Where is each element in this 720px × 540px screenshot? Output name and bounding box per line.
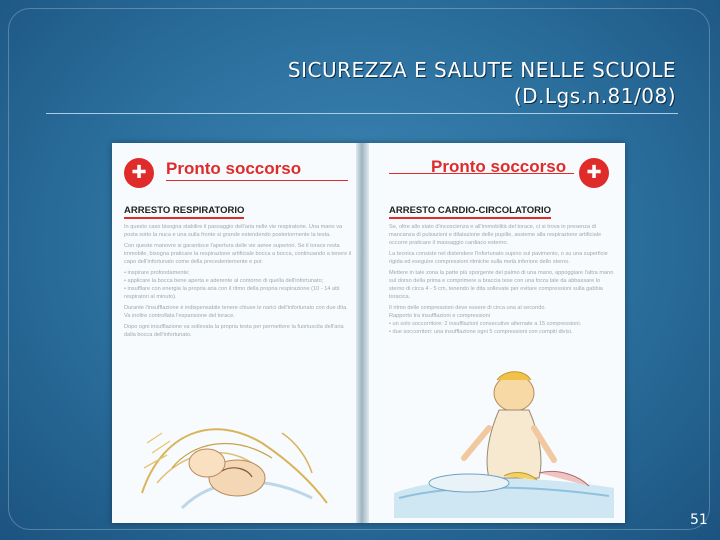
left-paragraph: Durante l'insufflazione è indispensabile tenere chiuse le narici dell'infortunato con due dita. Va inoltre controllata l'espansione del torace.: [124, 305, 348, 319]
left-body-text: [124, 223, 352, 342]
left-paragraph: Con queste manovre si garantisce l'apertura delle vie aeree superiori. Se il torace resta immobile, bisogna praticare la respirazione artificiale bocca a bocca, continuando a tenere il capo dell'infortunato come della precedentemente e poi:: [124, 243, 352, 265]
right-bullet: • due soccorritori: una insufflazione ogni 5 compressioni con compiti divisi.: [389, 329, 573, 335]
left-bullet: • insufflare con energia la propria aria con il ritmo della propria respirazione (10 - 14 atti respiratori al minuto).: [124, 286, 340, 300]
left-section-title: ARRESTO RESPIRATORIO: [124, 205, 244, 219]
left-bullet: • applicare la bocca bene aperta e aderente al contorno di quella dell'infortunato;: [124, 278, 324, 284]
title-divider: [46, 113, 678, 114]
right-paragraph: La tecnica consiste nel distendere l'infortunato supino sul pavimento, o su una superficie rigida ed eseguire compressioni ritmiche sulla metà inferiore dello sterno.: [389, 251, 608, 265]
right-body-text: [389, 223, 617, 339]
right-bullet: • un solo soccorritore: 2 insufflazioni consecutive alternate a 15 compressioni.: [389, 321, 582, 327]
left-bullet: • inspirare profondamente;: [124, 270, 190, 276]
right-paragraph: Il ritmo delle compressioni deve essere di circa una al secondo.: [389, 305, 547, 311]
left-paragraph: Dopo ogni insufflazione va sollevata la propria testa per permettere la fuoriuscita dell'aria dalla bocca dell'infortunato.: [124, 324, 344, 338]
right-paragraph: Se, oltre allo stato d'incoscienza e all'immobilità del torace, ci si trova in presenza di mancanza di pulsazioni e dilatazione delle pupille, assieme alla respirazione artificiale occorre praticare il massaggio cardiaco esterno.: [389, 224, 602, 246]
first-aid-cross-icon: ✚: [124, 158, 154, 188]
book-spread-image: [112, 143, 625, 523]
rescue-breathing-illustration: [122, 373, 342, 518]
slide-subtitle: (D.Lgs.n.81/08): [513, 84, 676, 108]
cpr-illustration: [389, 358, 619, 518]
right-page-header: Pronto soccorso: [431, 157, 567, 176]
right-paragraph: Mettere in tale zona la parte più sporgente del palmo di una mano, appoggiare l'altra mano sul dorso della prima e comprimere a braccia tese con una forza tale da abbassare lo sterno di circa 4 - 5 cm, tenendo le dita sollevate per evitare compressioni sulla gabbia toracica.: [389, 270, 614, 300]
right-page: [369, 143, 625, 523]
left-paragraph: In questo caso bisogna stabilire il passaggio dell'aria nelle vie respiratorie. Una mano va posta sotto la nuca e una sulla fronte si grande estendendo posteriormente la testa.: [124, 224, 343, 238]
left-header-rule: [166, 180, 348, 181]
slide-title: SICUREZZA E SALUTE NELLE SCUOLE: [287, 58, 676, 82]
left-page-header: Pronto soccorso: [166, 159, 302, 178]
first-aid-cross-icon: ✚: [579, 158, 609, 188]
slide-page-number: 51: [690, 512, 708, 528]
left-page: [112, 143, 356, 523]
right-section-title: ARRESTO CARDIO-CIRCOLATORIO: [389, 205, 551, 219]
book-gutter: [356, 143, 369, 523]
right-paragraph: Rapporto tra insufflazioni e compressioni: [389, 313, 490, 319]
